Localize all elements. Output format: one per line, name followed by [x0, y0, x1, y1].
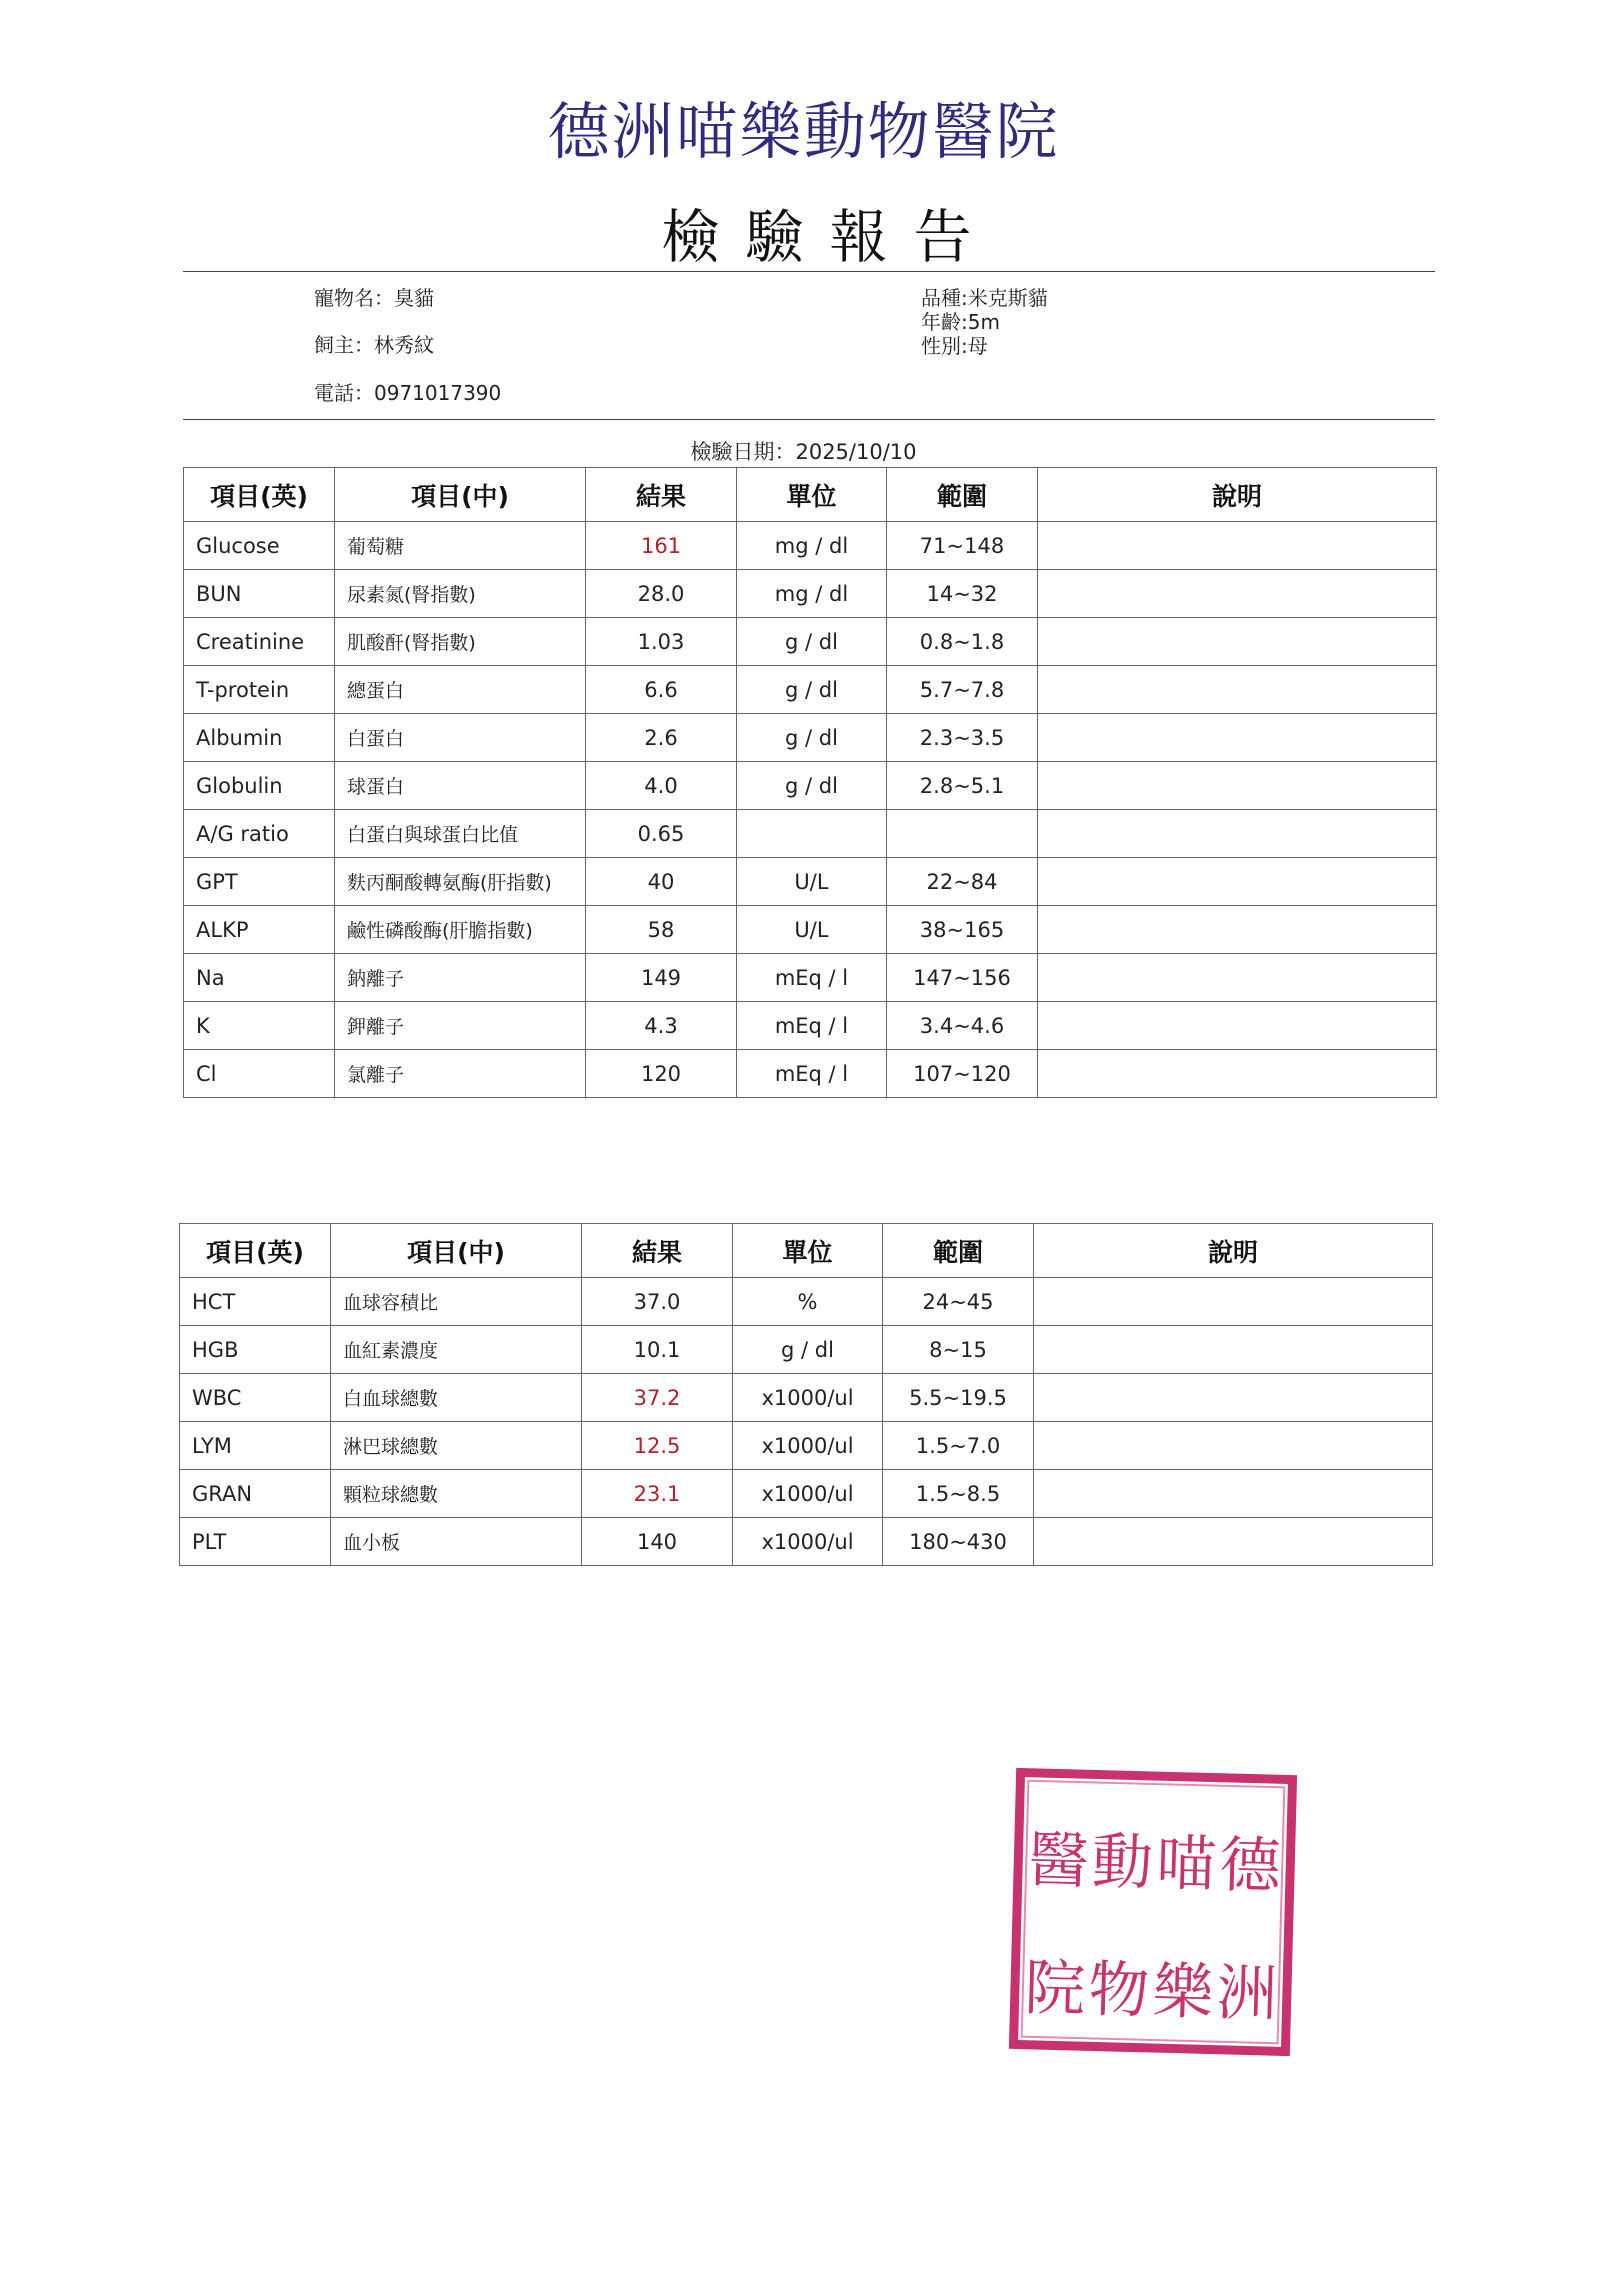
- col-header-unit: 單位: [733, 1224, 883, 1278]
- exam-date: 檢驗日期：2025/10/10: [690, 440, 917, 464]
- note-cell: [1038, 570, 1437, 618]
- note-cell: [1034, 1326, 1433, 1374]
- table-header-row: [180, 1224, 1433, 1278]
- unit-cell: x1000/ul: [733, 1470, 883, 1518]
- item-zh-cell: 總蛋白: [335, 666, 586, 714]
- chemistry-table: [183, 467, 1437, 1098]
- unit-cell: x1000/ul: [733, 1422, 883, 1470]
- item-zh-cell: 麩丙酮酸轉氨酶(肝指數): [335, 858, 586, 906]
- col-header-result: 結果: [582, 1224, 733, 1278]
- unit-cell: g / dl: [737, 618, 887, 666]
- range-cell: [887, 810, 1038, 858]
- table-row: [184, 906, 1437, 954]
- item-en-cell: A/G ratio: [184, 810, 335, 858]
- phone-number: 電話：0971017390: [314, 381, 502, 405]
- note-cell: [1034, 1518, 1433, 1566]
- item-zh-cell: 白蛋白: [335, 714, 586, 762]
- item-zh-cell: 球蛋白: [335, 762, 586, 810]
- item-en-cell: Creatinine: [184, 618, 335, 666]
- item-zh-cell: 白血球總數: [331, 1374, 582, 1422]
- result-cell: 58: [586, 906, 737, 954]
- hospital-seal: [1005, 1764, 1300, 2059]
- result-cell: 12.5: [582, 1422, 733, 1470]
- item-en-cell: K: [184, 1002, 335, 1050]
- seal-lettering: [1024, 1826, 1284, 2031]
- range-cell: 1.5~8.5: [883, 1470, 1034, 1518]
- item-en-cell: Glucose: [184, 522, 335, 570]
- table-row: [184, 762, 1437, 810]
- table-row: [184, 954, 1437, 1002]
- item-zh-cell: 氯離子: [335, 1050, 586, 1098]
- note-cell: [1034, 1374, 1433, 1422]
- seal-glyph: 院: [1023, 1953, 1087, 2026]
- result-cell: 149: [586, 954, 737, 1002]
- result-cell: 6.6: [586, 666, 737, 714]
- unit-cell: g / dl: [737, 666, 887, 714]
- age: 年齡:5m: [921, 310, 1000, 334]
- item-en-cell: PLT: [180, 1518, 331, 1566]
- col-header-note: 說明: [1034, 1224, 1433, 1278]
- item-en-cell: Globulin: [184, 762, 335, 810]
- col-header-en: 項目(英): [180, 1224, 331, 1278]
- item-zh-cell: 血紅素濃度: [331, 1326, 582, 1374]
- item-en-cell: HCT: [180, 1278, 331, 1326]
- unit-cell: mg / dl: [737, 570, 887, 618]
- divider-bottom: [183, 419, 1435, 420]
- item-zh-cell: 葡萄糖: [335, 522, 586, 570]
- note-cell: [1038, 1002, 1437, 1050]
- result-cell: 37.2: [582, 1374, 733, 1422]
- table-row: [184, 858, 1437, 906]
- unit-cell: g / dl: [737, 714, 887, 762]
- result-cell: 2.6: [586, 714, 737, 762]
- item-zh-cell: 肌酸酐(腎指數): [335, 618, 586, 666]
- result-cell: 28.0: [586, 570, 737, 618]
- table-row: [184, 1050, 1437, 1098]
- hematology-table-body: [180, 1278, 1433, 1566]
- item-zh-cell: 血球容積比: [331, 1278, 582, 1326]
- col-header-en: 項目(英): [184, 468, 335, 522]
- range-cell: 147~156: [887, 954, 1038, 1002]
- item-en-cell: ALKP: [184, 906, 335, 954]
- range-cell: 14~32: [887, 570, 1038, 618]
- item-en-cell: Na: [184, 954, 335, 1002]
- range-cell: 5.5~19.5: [883, 1374, 1034, 1422]
- result-cell: 4.3: [586, 1002, 737, 1050]
- range-cell: 180~430: [883, 1518, 1034, 1566]
- item-zh-cell: 鹼性磷酸酶(肝膽指數): [335, 906, 586, 954]
- item-zh-cell: 尿素氮(腎指數): [335, 570, 586, 618]
- unit-cell: U/L: [737, 906, 887, 954]
- unit-cell: g / dl: [737, 762, 887, 810]
- chemistry-table-body: [184, 522, 1437, 1098]
- hematology-table: [179, 1223, 1433, 1566]
- table-row: [180, 1374, 1433, 1422]
- note-cell: [1038, 810, 1437, 858]
- col-header-note: 說明: [1038, 468, 1437, 522]
- hospital-name: 德洲喵樂動物醫院: [547, 95, 1060, 168]
- result-cell: 120: [586, 1050, 737, 1098]
- range-cell: 3.4~4.6: [887, 1002, 1038, 1050]
- seal-glyph: 樂: [1151, 1956, 1215, 2029]
- range-cell: 5.7~7.8: [887, 666, 1038, 714]
- range-cell: 0.8~1.8: [887, 618, 1038, 666]
- table-row: [180, 1326, 1433, 1374]
- result-cell: 161: [586, 522, 737, 570]
- range-cell: 71~148: [887, 522, 1038, 570]
- note-cell: [1038, 1050, 1437, 1098]
- unit-cell: x1000/ul: [733, 1374, 883, 1422]
- note-cell: [1038, 906, 1437, 954]
- range-cell: 8~15: [883, 1326, 1034, 1374]
- col-header-result: 結果: [586, 468, 737, 522]
- note-cell: [1038, 858, 1437, 906]
- pet-name: 寵物名：臭貓: [314, 286, 434, 310]
- result-cell: 40: [586, 858, 737, 906]
- col-header-zh: 項目(中): [335, 468, 586, 522]
- table-row: [180, 1518, 1433, 1566]
- item-en-cell: GRAN: [180, 1470, 331, 1518]
- table-row: [184, 666, 1437, 714]
- item-zh-cell: 鉀離子: [335, 1002, 586, 1050]
- report-title: 檢驗報告: [661, 203, 998, 271]
- table-row: [180, 1422, 1433, 1470]
- unit-cell: [737, 810, 887, 858]
- item-en-cell: LYM: [180, 1422, 331, 1470]
- seal-glyph: 德: [1218, 1830, 1282, 1903]
- table-row: [180, 1278, 1433, 1326]
- item-en-cell: Cl: [184, 1050, 335, 1098]
- seal-glyph: 物: [1087, 1955, 1151, 2027]
- table-row: [184, 618, 1437, 666]
- divider-top: [183, 271, 1435, 272]
- result-cell: 1.03: [586, 618, 737, 666]
- result-cell: 140: [582, 1518, 733, 1566]
- col-header-range: 範圍: [887, 468, 1038, 522]
- unit-cell: g / dl: [733, 1326, 883, 1374]
- table-row: [184, 570, 1437, 618]
- note-cell: [1038, 714, 1437, 762]
- range-cell: 24~45: [883, 1278, 1034, 1326]
- item-zh-cell: 顆粒球總數: [331, 1470, 582, 1518]
- sex: 性別:母: [921, 334, 988, 358]
- range-cell: 107~120: [887, 1050, 1038, 1098]
- table-header-row: [184, 468, 1437, 522]
- unit-cell: mEq / l: [737, 1002, 887, 1050]
- seal-glyph: 醫: [1026, 1825, 1090, 1898]
- item-en-cell: GPT: [184, 858, 335, 906]
- seal-glyph: 洲: [1215, 1958, 1279, 2031]
- result-cell: 0.65: [586, 810, 737, 858]
- table-row: [180, 1470, 1433, 1518]
- range-cell: 2.8~5.1: [887, 762, 1038, 810]
- result-cell: 37.0: [582, 1278, 733, 1326]
- col-header-range: 範圍: [883, 1224, 1034, 1278]
- unit-cell: mEq / l: [737, 954, 887, 1002]
- item-zh-cell: 淋巴球總數: [331, 1422, 582, 1470]
- result-cell: 4.0: [586, 762, 737, 810]
- item-en-cell: T-protein: [184, 666, 335, 714]
- item-en-cell: WBC: [180, 1374, 331, 1422]
- col-header-zh: 項目(中): [331, 1224, 582, 1278]
- table-row: [184, 714, 1437, 762]
- col-header-unit: 單位: [737, 468, 887, 522]
- item-en-cell: Albumin: [184, 714, 335, 762]
- owner-name: 飼主：林秀紋: [314, 333, 434, 357]
- unit-cell: U/L: [737, 858, 887, 906]
- table-row: [184, 1002, 1437, 1050]
- table-row: [184, 810, 1437, 858]
- note-cell: [1038, 762, 1437, 810]
- range-cell: 38~165: [887, 906, 1038, 954]
- item-zh-cell: 鈉離子: [335, 954, 586, 1002]
- note-cell: [1038, 522, 1437, 570]
- note-cell: [1038, 618, 1437, 666]
- range-cell: 1.5~7.0: [883, 1422, 1034, 1470]
- note-cell: [1034, 1422, 1433, 1470]
- result-cell: 23.1: [582, 1470, 733, 1518]
- note-cell: [1034, 1470, 1433, 1518]
- seal-glyph: 喵: [1154, 1828, 1218, 1901]
- item-en-cell: BUN: [184, 570, 335, 618]
- table-row: [184, 522, 1437, 570]
- note-cell: [1038, 666, 1437, 714]
- unit-cell: mEq / l: [737, 1050, 887, 1098]
- range-cell: 22~84: [887, 858, 1038, 906]
- unit-cell: x1000/ul: [733, 1518, 883, 1566]
- result-cell: 10.1: [582, 1326, 733, 1374]
- item-en-cell: HGB: [180, 1326, 331, 1374]
- note-cell: [1038, 954, 1437, 1002]
- unit-cell: mg / dl: [737, 522, 887, 570]
- range-cell: 2.3~3.5: [887, 714, 1038, 762]
- item-zh-cell: 白蛋白與球蛋白比值: [335, 810, 586, 858]
- item-zh-cell: 血小板: [331, 1518, 582, 1566]
- unit-cell: %: [733, 1278, 883, 1326]
- note-cell: [1034, 1278, 1433, 1326]
- breed: 品種:米克斯貓: [921, 286, 1048, 310]
- seal-glyph: 動: [1090, 1827, 1154, 1899]
